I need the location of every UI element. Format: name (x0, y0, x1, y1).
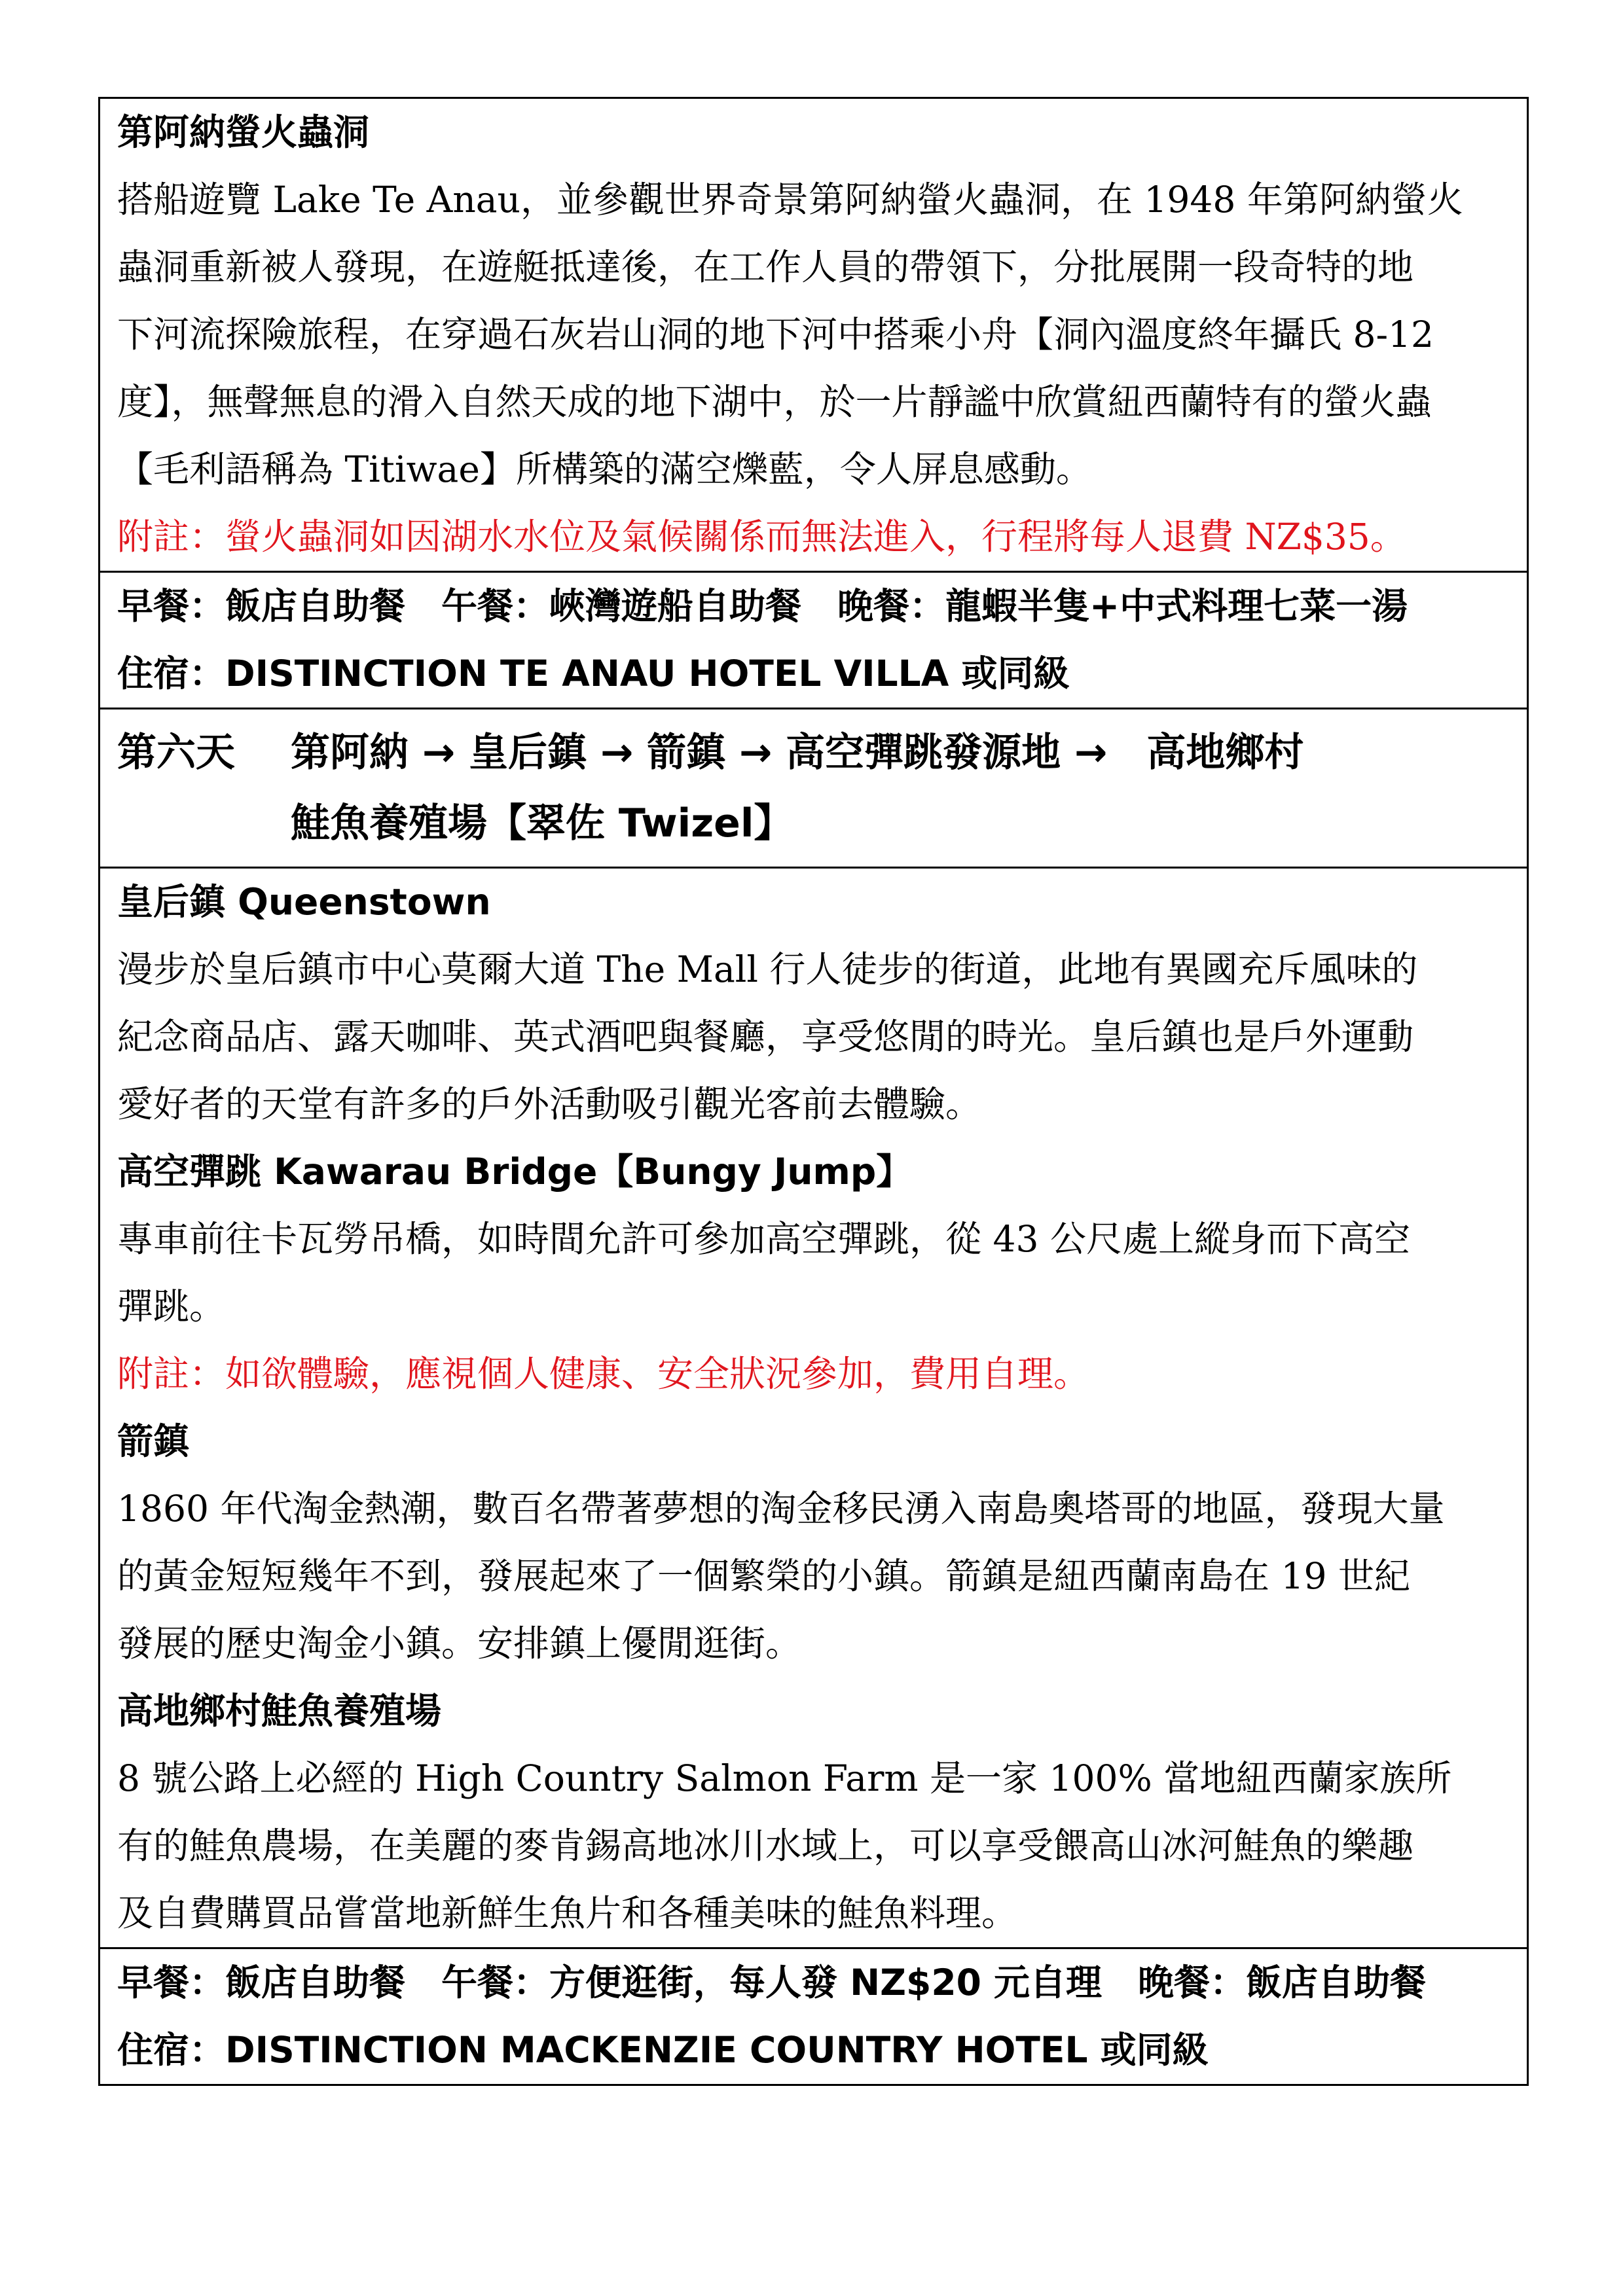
body-line: 漫步於皇后鎮市中心莫爾大道 The Mall 行人徒步的街道，此地有異國充斥風味的 (117, 948, 1418, 990)
glowworm-cave-section (100, 99, 1527, 571)
refund-note: 附註：螢火蟲洞如因湖水水位及氣候關係而無法進入，行程將每人退費 NZ$35。 (117, 516, 1406, 558)
body-line: 有的鮭魚農場，在美麗的麥肯錫高地冰川水域上，可以享受餵高山冰河鮭魚的樂趣 (117, 1825, 1414, 1867)
body-line: 蟲洞重新被人發現，在遊艇抵達後，在工作人員的帶領下，分批展開一段奇特的地 (117, 246, 1414, 288)
route-line-1: 第阿納 → 皇后鎮 → 箭鎮 → 高空彈跳發源地 → 高地鄉村 (291, 730, 1304, 776)
day6-header (100, 708, 1527, 867)
body-line: 發展的歷史淘金小鎮。安排鎮上優閒逛街。 (117, 1623, 802, 1664)
queenstown-title: 皇后鎮 Queenstown (117, 881, 491, 923)
body-line: 愛好者的天堂有許多的戶外活動吸引觀光客前去體驗。 (117, 1083, 982, 1125)
hotel-line: 住宿：DISTINCTION TE ANAU HOTEL VILLA 或同級 (117, 653, 1070, 694)
body-line: 的黃金短短幾年不到，發展起來了一個繁榮的小鎮。箭鎮是紐西蘭南島在 19 世紀 (117, 1555, 1410, 1597)
body-line: 下河流探險旅程，在穿過石灰岩山洞的地下河中搭乘小舟【洞內溫度終年攝氏 8-12 (117, 314, 1434, 355)
route-line-2: 鮭魚養殖場【翠佐 Twizel】 (291, 800, 793, 846)
body-line: 及自費購買品嘗當地新鮮生魚片和各種美味的鮭魚料理。 (117, 1892, 1018, 1934)
body-line: 1860 年代淘金熱潮，數百名帶著夢想的淘金移民湧入南島奧塔哥的地區，發現大量 (117, 1488, 1445, 1530)
hotel-line: 住宿：DISTINCTION MACKENZIE COUNTRY HOTEL 或同級 (117, 2029, 1209, 2071)
body-line: 專車前往卡瓦勞吊橋，如時間允許可參加高空彈跳，從 43 公尺處上縱身而下高空 (117, 1218, 1410, 1260)
body-line: 紀念商品店、露天咖啡、英式酒吧與餐廳，享受悠閒的時光。皇后鎮也是戶外運動 (117, 1016, 1414, 1058)
body-line: 度】，無聲無息的滑入自然天成的地下湖中，於一片靜謐中欣賞紐西蘭特有的螢火蟲 (117, 381, 1432, 423)
bungy-title: 高空彈跳 Kawarau Bridge【Bungy Jump】 (117, 1151, 913, 1193)
body-line: 8 號公路上必經的 High Country Salmon Farm 是一家 100% 當地紐西蘭家族所 (117, 1757, 1452, 1799)
body-line: 彈跳。 (117, 1285, 226, 1327)
body-line: 搭船遊覽 Lake Te Anau，並參觀世界奇景第阿納螢火蟲洞，在 1948 年第阿納螢火 (117, 179, 1463, 221)
salmon-farm-title: 高地鄉村鮭魚養殖場 (117, 1690, 442, 1732)
day6-content (100, 867, 1527, 1947)
meals-line: 早餐：飯店自助餐 午餐：峽灣遊船自助餐 晚餐：龍蝦半隻+中式料理七菜一湯 (117, 585, 1408, 627)
meals-line: 早餐：飯店自助餐 午餐：方便逛街，每人發 NZ$20 元自理 晚餐：飯店自助餐 (117, 1962, 1427, 2003)
day-label: 第六天 (117, 730, 235, 776)
itinerary-table (98, 97, 1529, 2086)
arrowtown-title: 箭鎮 (117, 1420, 190, 1462)
day6-meals-lodging (100, 1947, 1527, 2084)
glowworm-cave-title: 第阿納螢火蟲洞 (117, 111, 370, 153)
bungy-note: 附註：如欲體驗，應視個人健康、安全狀況參加，費用自理。 (117, 1353, 1090, 1395)
body-line: 【毛利語稱為 Titiwae】所構築的滿空爍藍，令人屏息感動。 (117, 448, 1092, 490)
day5-meals-lodging (100, 571, 1527, 708)
